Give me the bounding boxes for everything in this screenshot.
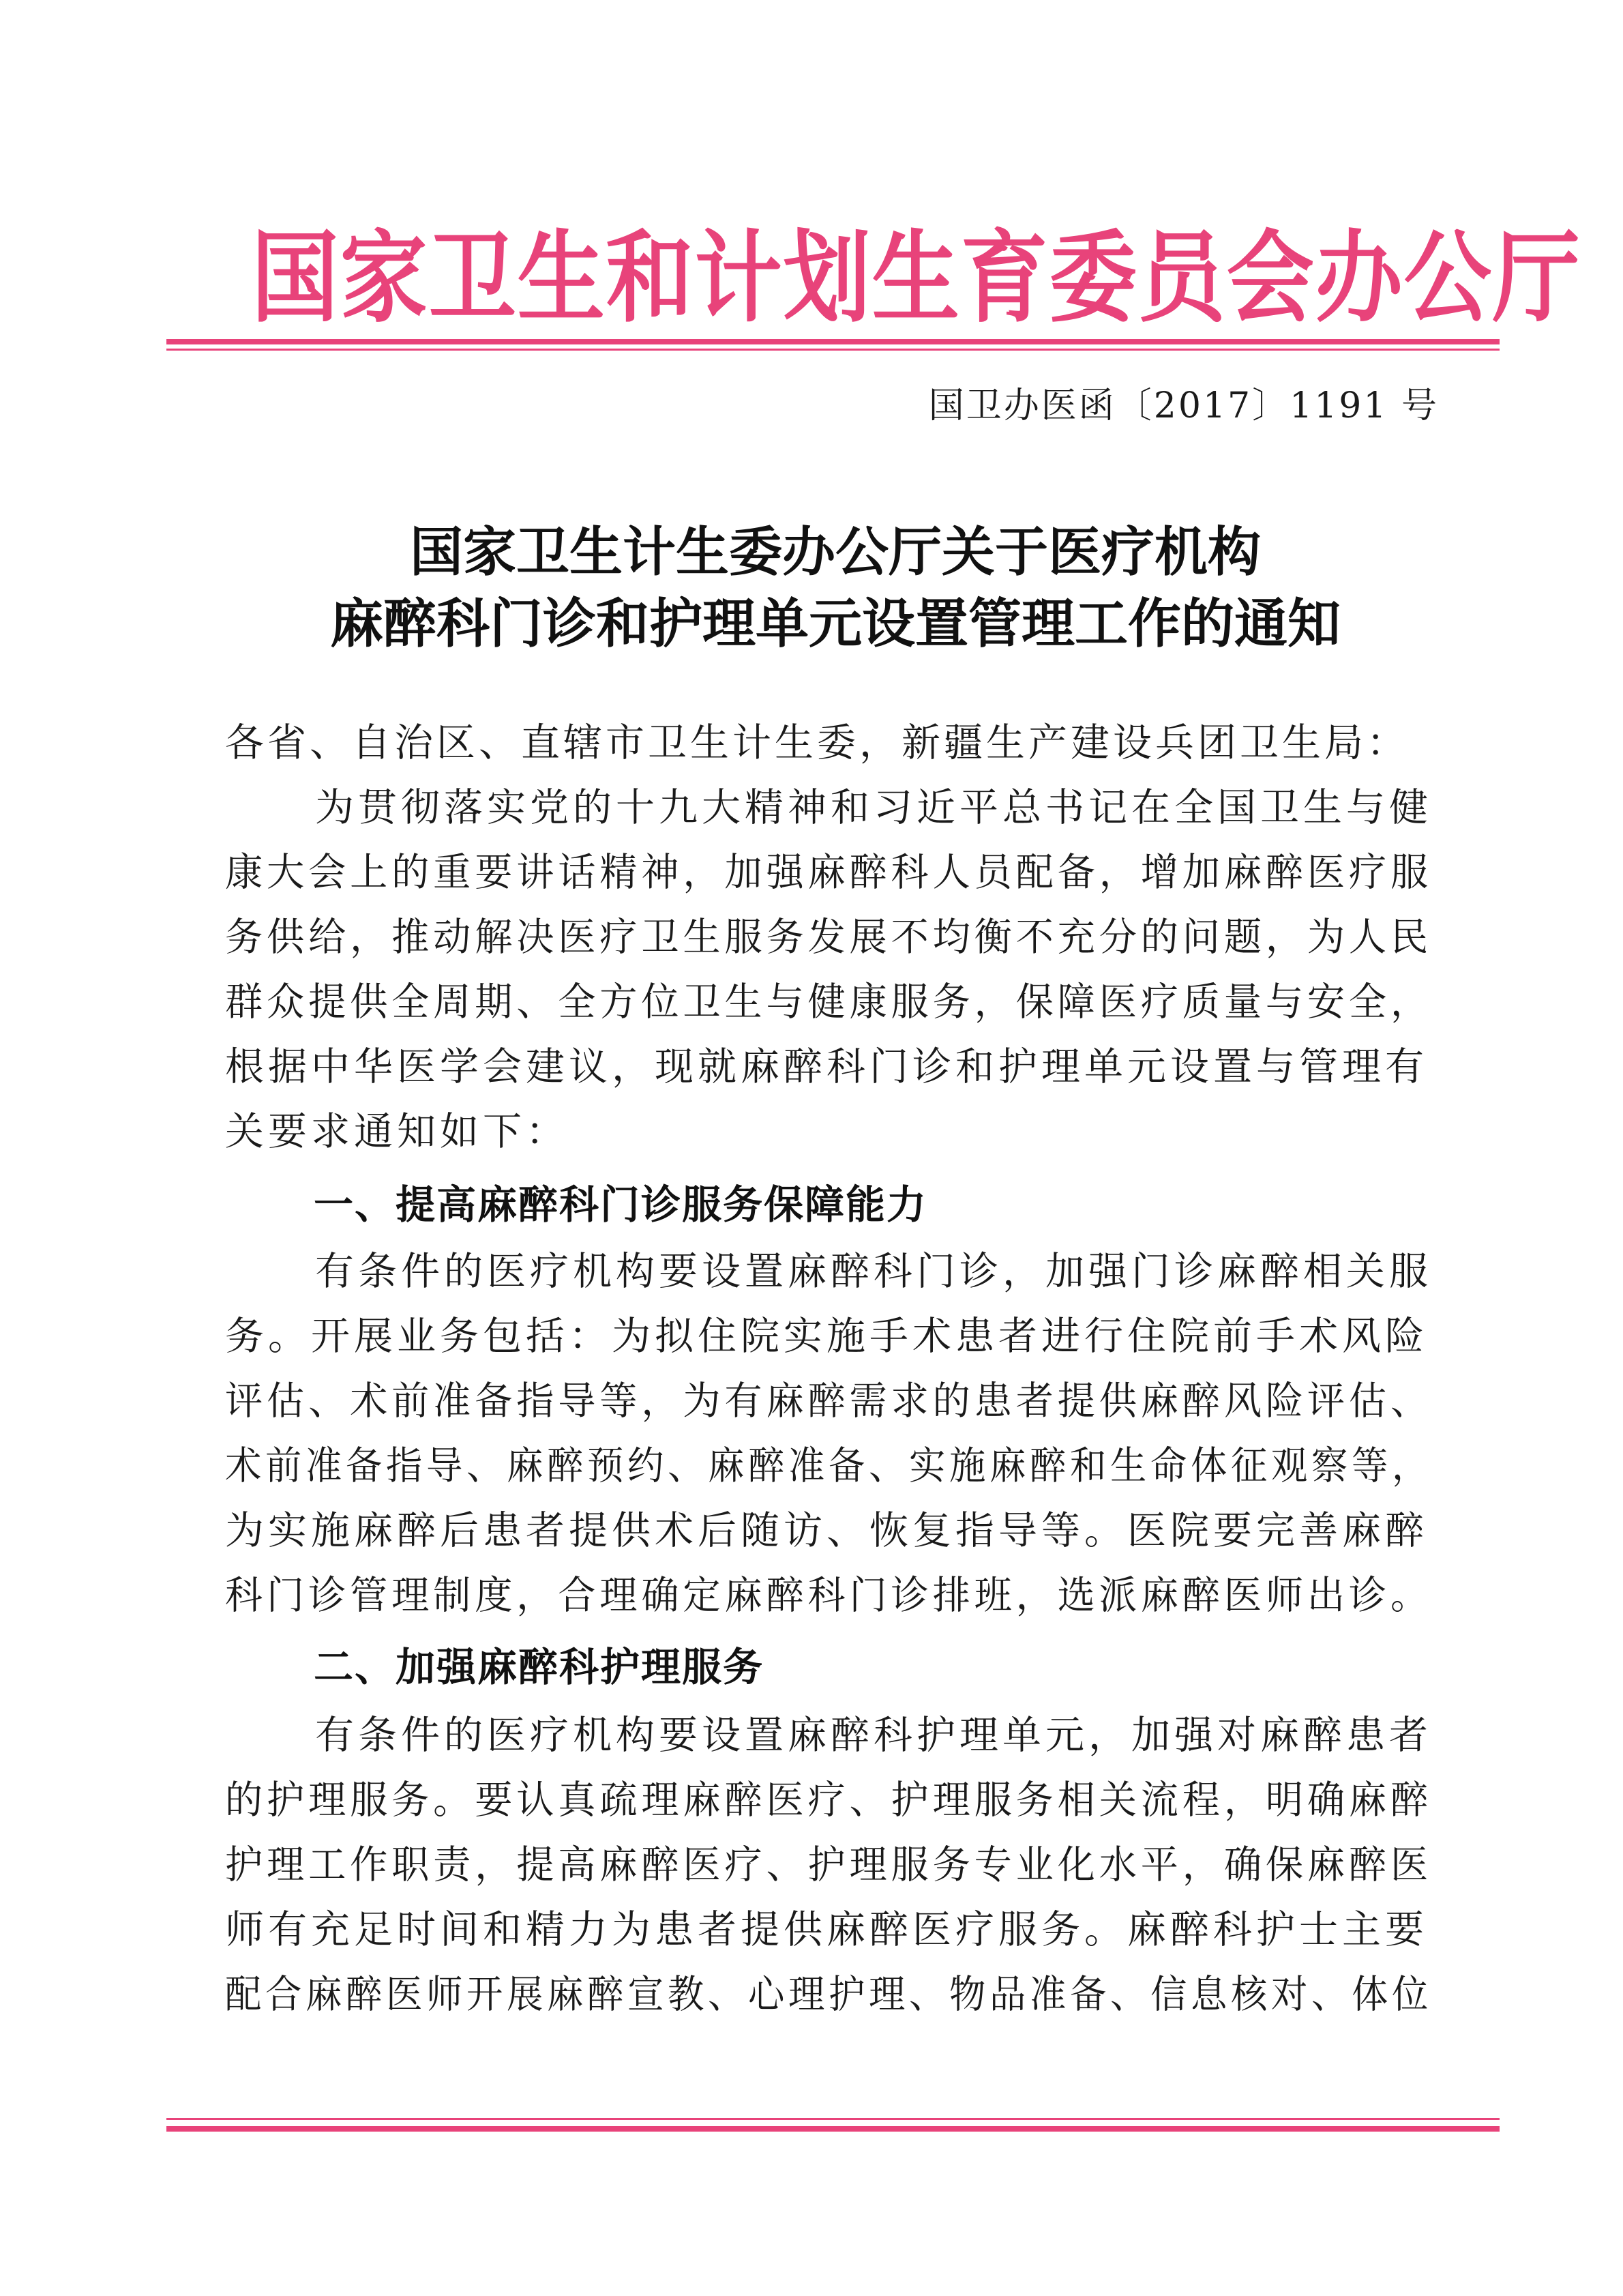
paragraph-line: 关要求通知如下： [225, 1109, 569, 1154]
paragraph-line: 务供给，推动解决医疗卫生服务发展不均衡不充分的问题，为人民 [225, 915, 1432, 960]
paragraph-line: 群众提供全周期、全方位卫生与健康服务，保障医疗质量与安全， [225, 980, 1432, 1025]
section-heading-1: 一、提高麻醉科门诊服务保障能力 [314, 1181, 928, 1228]
paragraph-line: 护理工作职责，提高麻醉医疗、护理服务专业化水平，确保麻醉医 [225, 1842, 1432, 1887]
letterhead-rule-thick [166, 339, 1500, 344]
paragraph-line: 评估、术前准备指导等，为有麻醉需求的患者提供麻醉风险评估、 [225, 1379, 1432, 1424]
paragraph-line: 根据中华医学会建议，现就麻醉科门诊和护理单元设置与管理有 [225, 1044, 1428, 1089]
letterhead-rule-thin [166, 349, 1500, 351]
paragraph-line: 为实施麻醉后患者提供术后随访、恢复指导等。医院要完善麻醉 [225, 1508, 1428, 1553]
paragraph-line: 有条件的医疗机构要设置麻醉科门诊，加强门诊麻醉相关服 [315, 1249, 1432, 1294]
paragraph-line: 务。开展业务包括：为拟住院实施手术患者进行住院前手术风险 [225, 1314, 1428, 1359]
paragraph-line: 康大会上的重要讲话精神，加强麻醉科人员配备，增加麻醉医疗服 [225, 850, 1432, 895]
section-heading-2: 二、加强麻醉科护理服务 [314, 1644, 764, 1690]
title-line-2: 麻醉科门诊和护理单元设置管理工作的通知 [329, 593, 1341, 655]
document-number: 国卫办医函〔2017〕1191 号 [928, 385, 1439, 426]
paragraph-line: 师有充足时间和精力为患者提供麻醉医疗服务。麻醉科护士主要 [225, 1907, 1428, 1952]
footer-rule-thick [166, 2126, 1500, 2132]
paragraph-line: 配合麻醉医师开展麻醉宣教、心理护理、物品准备、信息核对、体位 [225, 1972, 1432, 2017]
letterhead-organization: 国家卫生和计划生育委员会办公厅 [251, 220, 1581, 336]
footer-rule-thin [166, 2118, 1500, 2120]
paragraph-line: 的护理服务。要认真疏理麻醉医疗、护理服务相关流程，明确麻醉 [225, 1778, 1432, 1823]
title-line-1: 国家卫生计生委办公厅关于医疗机构 [409, 521, 1261, 583]
paragraph-line: 为贯彻落实党的十九大精神和习近平总书记在全国卫生与健 [315, 785, 1432, 830]
addressee: 各省、自治区、直辖市卫生计生委，新疆生产建设兵团卫生局： [225, 720, 1409, 765]
paragraph-line: 科门诊管理制度，合理确定麻醉科门诊排班，选派麻醉医师出诊。 [225, 1573, 1432, 1618]
paragraph-line: 术前准备指导、麻醉预约、麻醉准备、实施麻醉和生命体征观察等， [225, 1443, 1432, 1488]
paragraph-line: 有条件的医疗机构要设置麻醉科护理单元，加强对麻醉患者 [315, 1713, 1432, 1758]
